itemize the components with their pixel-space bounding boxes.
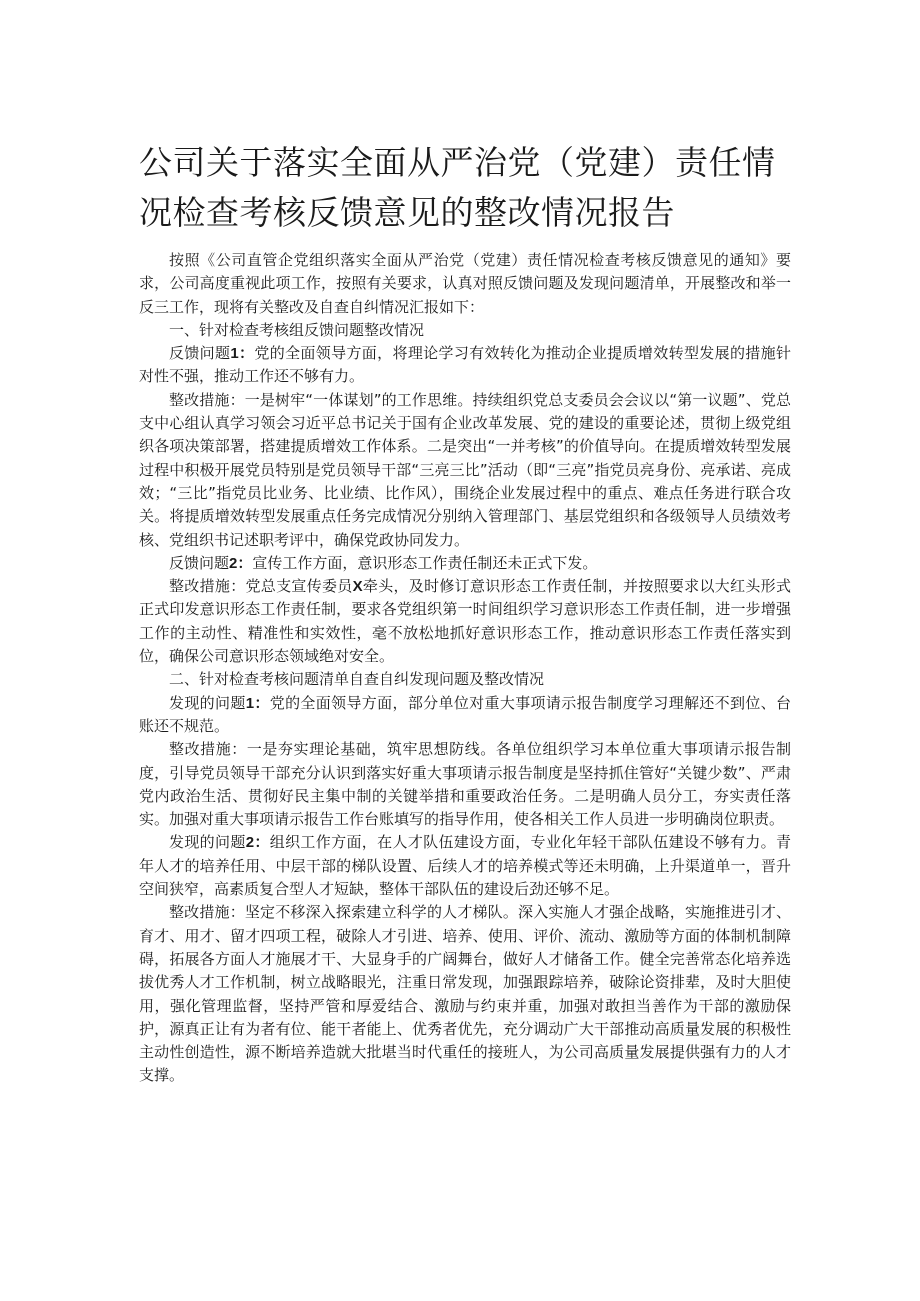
rectification-measure-3: 整改措施：一是夯实理论基础，筑牢思想防线。各单位组织学习本单位重大事项请示报告制度，引导党员领导干部充分认识到落实好重大事项请示报告制度是坚持抓住管好“关键少数”、严肃党内政治生活、贯彻好民主集中制的关键举措和重要政治任务。二是明确人员分工，夯实责任落实。加强对重大事项请示报告工作台账填写的指导作用，使各相关工作人员进一步明确岗位职责。 <box>139 740 791 829</box>
document-title: 公司关于落实全面从严治党（党建）责任情况检查考核反馈意见的整改情况报告 <box>139 143 776 232</box>
issue-number: 2： <box>245 834 270 852</box>
issue-number: 1： <box>245 694 270 712</box>
measure-prefix: 整改措施：党总支宣传委员 <box>169 577 353 596</box>
issue-text: 组织工作方面，在人才队伍建设方面，专业化年轻干部队伍建设不够有力。青年人才的培养任用、中层干部的梯队设置、后续人才的培养模式等还未明确，上升渠道单一，晋升空间狭窄，高素质复合型人才短缺，整体干部队伍的建设后劲还够不足。 <box>139 833 791 899</box>
issue-number: 2： <box>229 554 253 572</box>
found-issue-1 <box>139 692 791 739</box>
issue-label: 发现的问题 <box>169 693 246 712</box>
feedback-issue-2 <box>139 552 791 575</box>
intro-paragraph: 按照《公司直管企党组织落实全面从严治党（党建）责任情况检查考核反馈意见的通知》要求，公司高度重视此项工作，按照有关要求，认真对照反馈问题及发现问题清单，开展整改和举一反三工作，现将有关整改及自查自纠情况汇报如下： <box>139 251 791 316</box>
feedback-issue-1 <box>139 342 791 389</box>
issue-label: 发现的问题 <box>169 833 246 852</box>
redacted-name-mark: X <box>352 578 363 596</box>
rectification-measure-2 <box>139 575 791 668</box>
issue-text: 党的全面领导方面，部分单位对重大事项请示报告制度学习理解还不到位、台账还不规范。 <box>139 693 791 735</box>
issue-text: 党的全面领导方面，将理论学习有效转化为推动企业提质增效转型发展的措施针对性不强，推动工作还不够有力。 <box>139 344 791 386</box>
rectification-measure-4: 整改措施：坚定不移深入探索建立科学的人才梯队。深入实施人才强企战略，实施推进引才、育才、用才、留才四项工程，破除人才引进、培养、使用、评价、流动、激励等方面的体制机制障碍，拓展各方面人才施展才干、大显身手的广阔舞台，做好人才储备工作。健全完善常态化培养选拔优秀人才工作机制，树立战略眼光，注重日常发现，加强跟踪培养，破除论资排辈，及时大胆使用，强化管理监督，坚持严管和厚爱结合、激励与约束并重，加强对敢担当善作为干部的激励保护，源真正让有为者有位、能干者能上、优秀者优先，充分调动广大干部推动高质量发展的积极性主动性创造性，源不断培养造就大批堪当时代重任的接班人，为公司高质量发展提供强有力的人才支撑。 <box>139 903 791 1085</box>
rectification-measure-1: 整改措施：一是树牢“一体谋划”的工作思维。持续组织党总支委员会会议以“第一议题”、党总支中心组认真学习领会习近平总书记关于国有企业改革发展、党的建设的重要论述，贯彻上级党组织各项决策部署，搭建提质增效工作体系。二是突出“一并考核”的价值导向。在提质增效转型发展过程中积极开展党员特别是党员领导干部“三亮三比”活动（即“三亮”指党员亮身份、亮承诺、亮成效；“三比”指党员比业务、比业绩、比作风），围绕企业发展过程中的重点、难点任务进行联合攻关。将提质增效转型发展重点任务完成情况分别纳入管理部门、基层党组织和各级领导人员绩效考核、党组织书记述职考评中，确保党政协同发力。 <box>139 390 791 549</box>
issue-number: 1： <box>230 345 255 363</box>
issue-label: 反馈问题 <box>169 344 231 363</box>
issue-label: 反馈问题 <box>169 553 230 572</box>
document-body <box>139 249 791 1088</box>
issue-text: 宣传工作方面，意识形态工作责任制还未正式下发。 <box>252 553 598 572</box>
measure-rest: 牵头，及时修订意识形态工作责任制，并按照要求以大红头形式正式印发意识形态工作责任制，要求各党组织第一时间组织学习意识形态工作责任制，进一步增强工作的主动性、精准性和实效性，毫不放松地抓好意识形态工作，推动意识形态工作责任落实到位，确保公司意识形态领域绝对安全。 <box>139 577 791 666</box>
section-1-heading: 一、针对检查考核组反馈问题整改情况 <box>169 320 425 339</box>
found-issue-2 <box>139 831 791 901</box>
section-2-heading: 二、针对检查考核问题清单自查自纠发现问题及整改情况 <box>169 670 545 689</box>
